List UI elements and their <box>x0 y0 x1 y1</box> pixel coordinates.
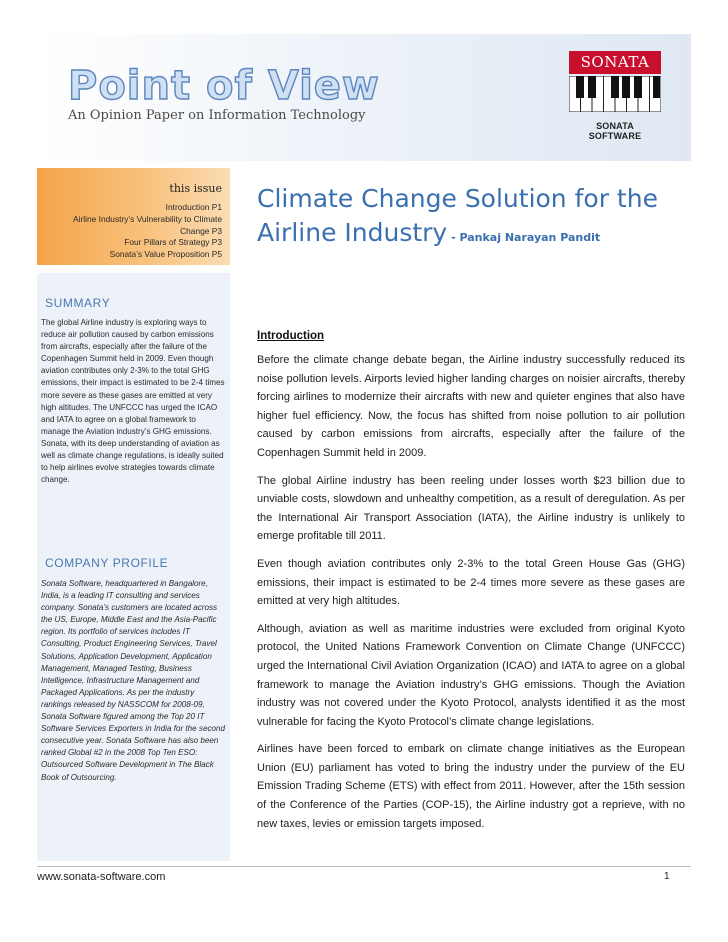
this-issue-box <box>37 168 230 265</box>
paragraph: Airlines have been forced to embark on climate change initiatives as the European Union (EU) parliament has voted to bring the industry under the purview of the EU Emission Trading Scheme (ETS) with effect from 2011. However, after the 15th session of the Conference of the Parties (COP-15), the Airline industry got a reprieve, with no new taxes, levies or emission targets imposed. <box>257 743 685 830</box>
logo-caption: SONATA SOFTWARE <box>588 121 642 141</box>
paragraph: The global Airline industry has been reeling under losses worth $23 billion due to unviable costs, slowdown and unhealthy competition, as a result of deregulation. As per the International Air Transport Association (IATA), the Airline industry is unlikely to emerge profitable till 2011. <box>257 474 685 543</box>
issue-contents <box>36 202 222 261</box>
issue-item: Introduction P1 <box>165 202 222 212</box>
header-banner <box>37 34 691 161</box>
article-title-line-1: Climate Change Solution for the <box>257 184 658 213</box>
footer-divider <box>37 866 691 867</box>
issue-item: Sonata’s Value Proposition P5 <box>109 249 222 260</box>
point-of-view-title: Point of View <box>68 63 380 109</box>
sidebar <box>37 273 230 861</box>
paragraph: Before the climate change debate began, the Airline industry successfully reduced its noise pollution levels. Airports levied higher landing charges on noisier aircrafts, thereby forcing airlines to modernize their aircrafts with new and quieter engines that also have higher fuel efficiency. Now, the focus has shifted from noise pollution to air pollution caused by carbon emissions from aircrafts, especially after the failure of the Copenhagen Summit held in 2009. <box>257 354 685 459</box>
company-profile-text: Sonata Software, headquartered in Bangalore, India, is a leading IT consulting and services company. Sonata’s customers are located across the US, Europe, Middle East and the Asia-Pacific region. Its portfolio of services includes IT Consulting, Product Engineering Services, Travel Solutions, Application Development, Application Management, Managed Testing, Business Intelligence, Infrastructure Management and Packaged Applications. As per the industry rankings released by NASSCOM for 2008-09, Sonata Software figured among the Top 20 IT Software Services Exporters in India for the second consecutive year. Sonata Software has also been ranked Global #2 in the 2008 Top Ten ESO: Outsourced Software Development in The Black Book of Outsourcing. <box>41 579 225 782</box>
sonata-logo <box>569 51 661 141</box>
article-author: - Pankaj Narayan Pandit <box>447 231 601 244</box>
summary-heading: SUMMARY <box>45 296 111 310</box>
footer-website-link[interactable]: www.sonata-software.com <box>37 871 166 883</box>
main-content <box>257 330 685 842</box>
company-profile-heading: COMPANY PROFILE <box>45 556 169 570</box>
summary-text: The global Airline industry is exploring ways to reduce air pollution caused by carbon emissions from aircrafts, especially after the failure of the Copenhagen Summit held in 2009. Even though aviation contributes only 2-3% to the total GHG emissions, their impact is estimated to be 2-4 times more severe as these gases are emitted at very high altitudes. The UNFCCC has urged the ICAO and IATA to agree on a global framework to manage the Aviation industry’s GHG emissions. Sonata, with its deep understanding of aviation as well as climate change regulations, is ideally suited to help airlines evolve strategies towards climate change. <box>41 318 225 485</box>
paragraph: Even though aviation contributes only 2-3% to the total Green House Gas (GHG) emissions, their impact is estimated to be 2-4 times more severe as these gases are emitted at very high altitudes. <box>257 557 685 608</box>
header-subtitle: An Opinion Paper on Information Technology <box>68 108 366 123</box>
issue-item: Airline Industry’s Vulnerability to Climate <box>73 213 222 224</box>
article-title-line-2: Airline Industry <box>257 218 448 247</box>
page-number: 1 <box>664 871 670 882</box>
paragraph: Although, aviation as well as maritime industries were excluded from original Kyoto protocol, the United Nations Framework Convention on Climate Change (UNFCCC) urged the International Civil Aviation Organization (ICAO) and IATA to agree on a global framework to manage the Aviation industry’s GHG emissions. Though the Aviation industry was not covered under the Kyoto Protocol, analysts identified it as the most vulnerable for facing the Kyoto Protocol’s climate change legislations. <box>257 622 685 728</box>
issue-item: Change P3 <box>180 225 222 236</box>
introduction-heading: Introduction <box>257 330 325 342</box>
this-issue-title: this issue <box>169 182 222 195</box>
logo-wordmark: SONATA <box>569 51 661 74</box>
article-title <box>257 182 697 255</box>
issue-item: Four Pillars of Strategy P3 <box>124 237 222 248</box>
piano-keys-icon <box>569 76 661 112</box>
